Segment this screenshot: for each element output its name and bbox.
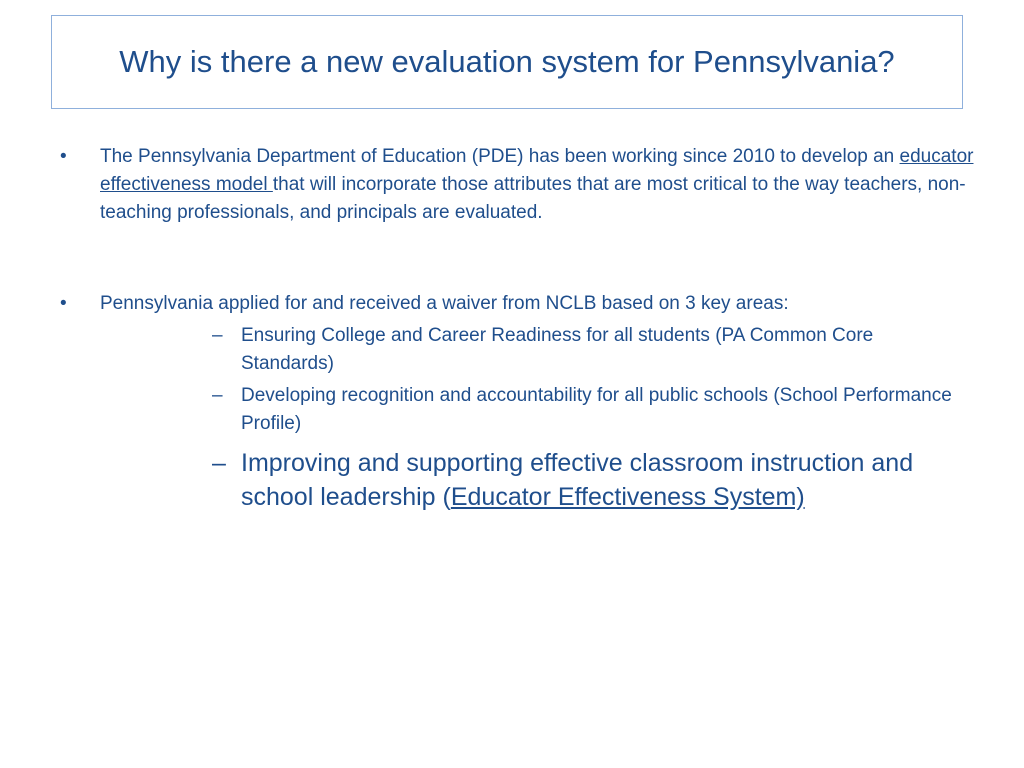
bullet-marker-icon: • <box>60 293 67 314</box>
dash-marker-icon: – <box>212 325 223 346</box>
dash-marker-icon: – <box>212 385 223 406</box>
sub-item-3-text-before: Improving and supporting effective classroom instruction and school leadership ( <box>241 449 914 511</box>
sub-item-3-text <box>241 446 961 514</box>
sub-item-2-text: Developing recognition and accountability for all public schools (School Performance Profile) <box>241 385 952 434</box>
slide-title: Why is there a new evaluation system for Pennsylvania? <box>119 44 895 79</box>
title-box <box>51 15 963 109</box>
educator-effectiveness-system-link[interactable]: Educator Effectiveness System) <box>450 483 805 511</box>
dash-marker-icon: – <box>212 449 226 477</box>
bullet-text-2: Pennsylvania applied for and received a waiver from NCLB based on 3 key areas: <box>100 293 789 314</box>
bullet-text-1 <box>100 143 980 227</box>
sub-item-1-text: Ensuring College and Career Readiness for all students (PA Common Core Standards) <box>241 325 874 374</box>
bullet-1-text-after: that will incorporate those attributes that are most critical to the way teachers, non-teaching professionals, and principals are evaluated. <box>100 174 966 223</box>
bullet-1-text-before: The Pennsylvania Department of Education (PDE) has been working since 2010 to develop an <box>100 146 900 167</box>
bullet-marker-icon: • <box>60 146 67 167</box>
educator-effectiveness-model-link[interactable]: educator effectiveness model <box>100 146 974 195</box>
